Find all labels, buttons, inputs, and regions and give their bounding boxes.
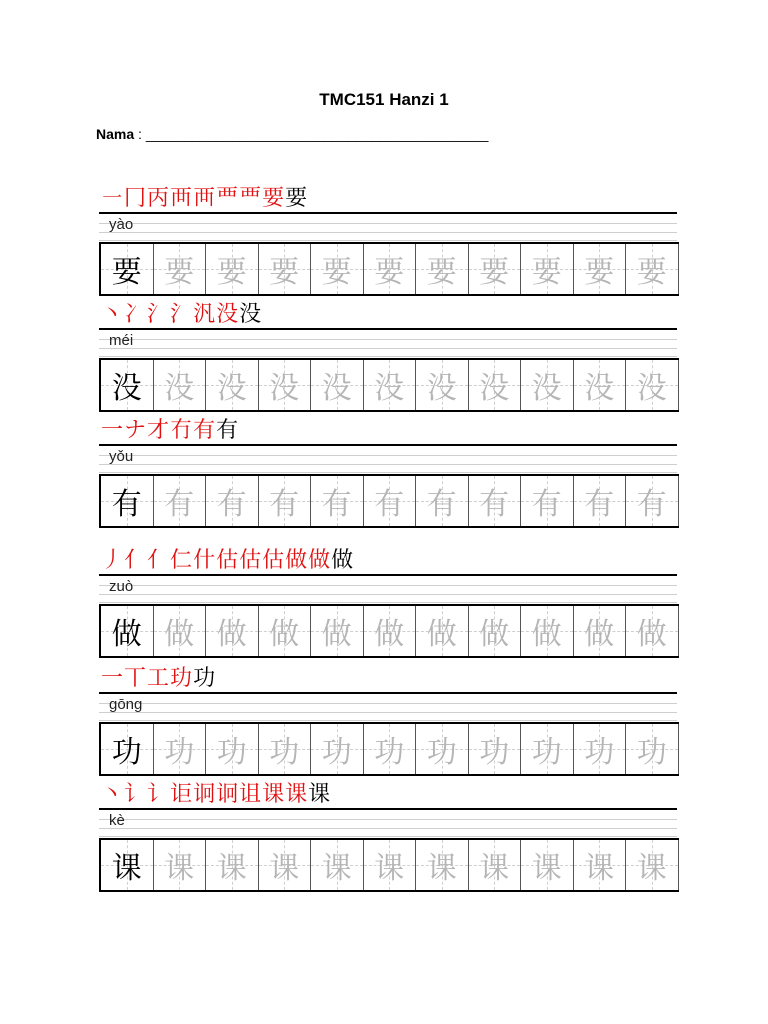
stroke-step: 诅	[239, 782, 262, 807]
trace-character: 有	[574, 476, 627, 526]
stroke-step: 估	[216, 548, 239, 573]
trace-character: 课	[154, 840, 207, 890]
trace-character: 没	[574, 360, 627, 410]
pinyin: méi	[109, 332, 134, 349]
stroke-step: 估	[239, 548, 262, 573]
stroke-step: 做	[308, 548, 331, 573]
trace-character: 功	[206, 724, 259, 774]
trace-character: 没	[206, 360, 259, 410]
stroke-step: 襾	[193, 186, 216, 211]
trace-character: 要	[311, 244, 364, 294]
trace-character: 做	[574, 606, 627, 656]
grid-edge	[679, 360, 684, 410]
pinyin: zuò	[109, 578, 134, 595]
stroke-step: 做	[331, 548, 354, 573]
stroke-step: 讠	[124, 782, 147, 807]
name-separator: :	[134, 126, 146, 142]
trace-character: 课	[574, 840, 627, 890]
model-character: 课	[101, 840, 154, 890]
trace-character: 没	[259, 360, 312, 410]
stroke-step: 一	[101, 666, 124, 691]
stroke-step: 课	[262, 782, 285, 807]
pinyin-band	[99, 808, 677, 838]
trace-character: 要	[154, 244, 207, 294]
grid-edge	[679, 606, 684, 656]
trace-character: 做	[416, 606, 469, 656]
trace-character: 要	[469, 244, 522, 294]
stroke-order	[101, 410, 239, 444]
stroke-step: 覀	[239, 186, 262, 211]
trace-character: 有	[521, 476, 574, 526]
pinyin-band	[99, 212, 677, 242]
stroke-step: ㇐	[101, 186, 124, 211]
stroke-step: 丙	[147, 186, 170, 211]
trace-character: 做	[259, 606, 312, 656]
trace-character: 没	[521, 360, 574, 410]
stroke-step: 亻	[124, 548, 147, 573]
trace-character: 要	[521, 244, 574, 294]
trace-character: 要	[626, 244, 679, 294]
stroke-step: 估	[262, 548, 285, 573]
grid-edge	[679, 244, 684, 294]
trace-character: 功	[311, 724, 364, 774]
trace-character: 功	[416, 724, 469, 774]
model-character: 功	[101, 724, 154, 774]
trace-character: 没	[311, 360, 364, 410]
pinyin-band	[99, 328, 677, 358]
name-label: Nama	[96, 126, 135, 142]
trace-character: 没	[364, 360, 417, 410]
practice-section	[99, 540, 677, 652]
trace-character: 课	[311, 840, 364, 890]
stroke-step: 丶	[101, 302, 124, 327]
stroke-step: 讠	[147, 782, 170, 807]
stroke-step: 丅	[124, 666, 147, 691]
practice-section	[99, 178, 677, 290]
stroke-step: 诇	[216, 782, 239, 807]
stroke-order	[101, 178, 308, 212]
stroke-step: 工	[147, 666, 170, 691]
stroke-step: 仁	[170, 548, 193, 573]
practice-section	[99, 294, 677, 406]
trace-character: 做	[206, 606, 259, 656]
pinyin-band	[99, 692, 677, 722]
trace-character: 要	[259, 244, 312, 294]
pinyin-band	[99, 444, 677, 474]
trace-character: 课	[469, 840, 522, 890]
stroke-step: 课	[285, 782, 308, 807]
stroke-step: 氵	[170, 302, 193, 327]
stroke-order	[101, 658, 216, 692]
stroke-step: 做	[285, 548, 308, 573]
trace-character: 课	[206, 840, 259, 890]
trace-character: 没	[469, 360, 522, 410]
stroke-step: 亻	[147, 548, 170, 573]
stroke-step: 襾	[170, 186, 193, 211]
pinyin: yào	[109, 216, 134, 233]
pinyin: yǒu	[109, 448, 134, 465]
model-character: 没	[101, 360, 154, 410]
model-character: 有	[101, 476, 154, 526]
stroke-step: 有	[193, 418, 216, 443]
trace-character: 有	[311, 476, 364, 526]
name-field	[96, 126, 488, 142]
model-character: 要	[101, 244, 154, 294]
practice-section	[99, 658, 677, 770]
writing-grid	[99, 358, 679, 412]
trace-character: 没	[416, 360, 469, 410]
trace-character: 功	[469, 724, 522, 774]
stroke-step: 没	[239, 302, 262, 327]
stroke-step: 没	[216, 302, 239, 327]
writing-grid	[99, 474, 679, 528]
stroke-step: 氵	[147, 302, 170, 327]
trace-character: 要	[364, 244, 417, 294]
trace-character: 功	[154, 724, 207, 774]
trace-character: 有	[416, 476, 469, 526]
writing-grid	[99, 604, 679, 658]
stroke-step: 冫	[124, 302, 147, 327]
trace-character: 要	[206, 244, 259, 294]
stroke-step: ナ	[124, 418, 147, 443]
trace-character: 课	[259, 840, 312, 890]
trace-character: 有	[364, 476, 417, 526]
trace-character: 有	[154, 476, 207, 526]
trace-character: 没	[626, 360, 679, 410]
stroke-step: 丶	[101, 782, 124, 807]
stroke-order	[101, 774, 331, 808]
stroke-step: 丿	[101, 548, 124, 573]
trace-character: 要	[574, 244, 627, 294]
trace-character: 做	[521, 606, 574, 656]
trace-character: 功	[574, 724, 627, 774]
trace-character: 课	[416, 840, 469, 890]
trace-character: 有	[259, 476, 312, 526]
trace-character: 功	[259, 724, 312, 774]
stroke-step: 讵	[170, 782, 193, 807]
pinyin: kè	[109, 812, 125, 829]
page-title: TMC151 Hanzi 1	[319, 90, 449, 109]
trace-character: 课	[626, 840, 679, 890]
stroke-step: 玏	[170, 666, 193, 691]
stroke-step: 覀	[216, 186, 239, 211]
stroke-step: 什	[193, 548, 216, 573]
stroke-step: 才	[147, 418, 170, 443]
trace-character: 要	[416, 244, 469, 294]
trace-character: 有	[206, 476, 259, 526]
stroke-step: 课	[308, 782, 331, 807]
practice-section	[99, 410, 677, 522]
trace-character: 功	[521, 724, 574, 774]
practice-section	[99, 774, 677, 886]
stroke-step: 要	[285, 186, 308, 211]
trace-character: 功	[364, 724, 417, 774]
pinyin: gōng	[109, 696, 143, 713]
trace-character: 有	[469, 476, 522, 526]
stroke-step: 一	[101, 418, 124, 443]
trace-character: 做	[154, 606, 207, 656]
pinyin-band	[99, 574, 677, 604]
stroke-step: 功	[193, 666, 216, 691]
writing-grid	[99, 722, 679, 776]
trace-character: 功	[626, 724, 679, 774]
trace-character: 做	[311, 606, 364, 656]
stroke-order	[101, 540, 354, 574]
grid-edge	[679, 476, 684, 526]
stroke-step: 冇	[170, 418, 193, 443]
stroke-step: 要	[262, 186, 285, 211]
trace-character: 有	[626, 476, 679, 526]
trace-character: 做	[469, 606, 522, 656]
stroke-step: 诇	[193, 782, 216, 807]
model-character: 做	[101, 606, 154, 656]
stroke-step: 有	[216, 418, 239, 443]
trace-character: 做	[626, 606, 679, 656]
stroke-step: 冂	[124, 186, 147, 211]
name-blank-line: ____________________________________________	[145, 126, 489, 142]
stroke-order	[101, 294, 262, 328]
trace-character: 课	[364, 840, 417, 890]
grid-edge	[679, 724, 684, 774]
stroke-step: 汎	[193, 302, 216, 327]
writing-grid	[99, 242, 679, 296]
trace-character: 课	[521, 840, 574, 890]
trace-character: 没	[154, 360, 207, 410]
trace-character: 做	[364, 606, 417, 656]
grid-edge	[679, 840, 684, 890]
writing-grid	[99, 838, 679, 892]
